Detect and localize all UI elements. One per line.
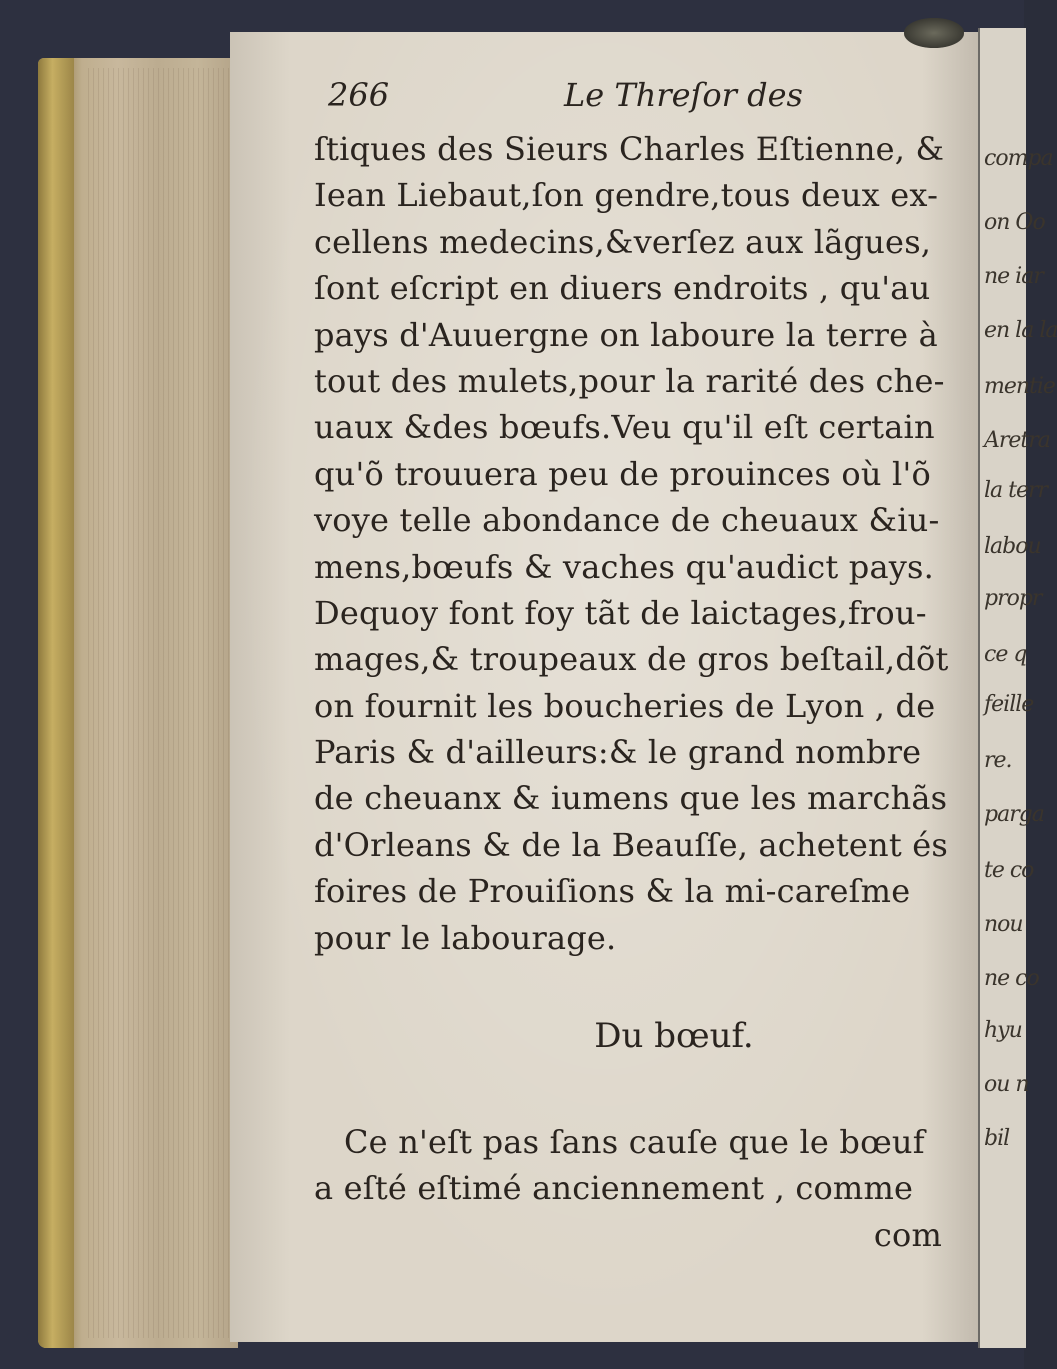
facing-fragment: ne co	[984, 966, 1039, 991]
facing-fragment: compa	[984, 146, 1053, 171]
facing-fragment: te co	[984, 858, 1034, 883]
facing-fragment: propr	[984, 586, 1042, 611]
facing-page-sliver	[978, 28, 1057, 1348]
text-line: pour le labourage.	[314, 918, 617, 957]
text-line: qu'õ trouuera peu de prouinces où l'õ	[314, 454, 931, 493]
text-line: foires de Prouiſions & la mi-careſme	[314, 872, 911, 911]
text-line: Dequoy font foy tãt de laictages,frou-	[314, 593, 927, 632]
text-line: tout des mulets,pour la rarité des che-	[314, 361, 945, 400]
facing-fragment: bil	[984, 1126, 1010, 1151]
text-line: ſont eſcript en diuers endroits , qu'au	[314, 269, 931, 308]
text-line: de cheuanx & iumens que les marchãs	[314, 779, 948, 818]
facing-fragment: labou	[984, 534, 1041, 559]
paragraph-2	[314, 1119, 964, 1212]
text-line: mages,& troupeaux de gros beſtail,dõt	[314, 640, 949, 679]
clasp-ornament	[904, 18, 964, 48]
running-title: Le Threſor des	[564, 76, 803, 114]
book-cover-edge	[38, 58, 74, 1348]
facing-fragment: Aretra	[984, 428, 1050, 453]
text-line: mens,bœufs & vaches qu'audict pays.	[314, 547, 935, 586]
facing-fragment: ne iar	[984, 264, 1043, 289]
facing-fragment: la terr	[984, 478, 1048, 503]
text-line: on fournit les boucheries de Lyon , de	[314, 686, 936, 725]
section-heading: Du bœuf.	[594, 1016, 754, 1057]
facing-fragment: nou	[984, 912, 1023, 937]
facing-fragment: hyu	[984, 1018, 1022, 1043]
text-line: d'Orleans & de la Beauſſe, achetent és	[314, 825, 949, 864]
text-line: uaux &des bœufs.Veu qu'il eſt certain	[314, 408, 935, 447]
text-line: Iean Liebaut,ſon gendre,tous deux ex-	[314, 176, 939, 215]
text-line: ſtiques des Sieurs Charles Eſtienne, &	[314, 130, 945, 168]
facing-fragment: on Oo	[984, 210, 1045, 235]
catchword: com	[873, 1215, 942, 1254]
facing-fragment: feille	[984, 692, 1034, 717]
text-line: pays d'Auuergne on laboure la terre à	[314, 315, 938, 354]
page-block-lines	[88, 68, 238, 1338]
facing-fragment: mentie	[984, 374, 1055, 399]
text-line: voye telle abondance de cheuaux &iu-	[314, 501, 940, 540]
page-header	[314, 72, 964, 126]
page-number: 266	[328, 76, 390, 114]
facing-fragment: parga	[984, 802, 1044, 827]
facing-fragment: ou n	[984, 1072, 1029, 1097]
text-line: cellens medecins,&verſez aux lãgues,	[314, 222, 932, 261]
facing-fragment: en la la	[984, 318, 1057, 343]
text-line: Ce n'eſt pas ſans cauſe que le bœuf	[344, 1123, 925, 1162]
page-text	[314, 72, 964, 1258]
text-line: a eſté eſtimé anciennement , comme	[314, 1169, 914, 1208]
facing-fragment: re.	[984, 748, 1012, 773]
facing-fragment: ce q	[984, 642, 1027, 667]
paragraph-1	[314, 126, 964, 961]
text-line: Paris & d'ailleurs:& le grand nombre	[314, 733, 922, 772]
